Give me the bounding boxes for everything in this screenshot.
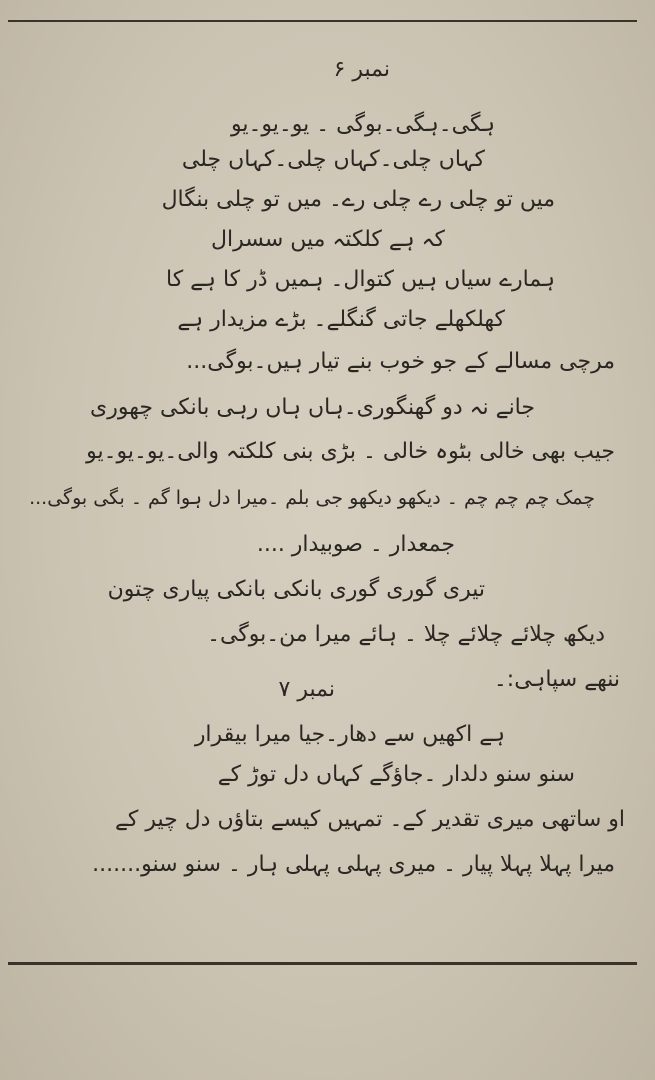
song1-line-5: ہمارے سیاں ہیں کتوال۔ ہمیں ڈر کا ہے کا — [166, 267, 555, 292]
song1-line-12: تیری گوری گوری بانکی بانکی پیاری چتون — [107, 577, 485, 602]
top-rule — [8, 20, 637, 22]
song1-heading: نمبر ۶ — [333, 57, 390, 82]
song2-line-4: میرا پہلا پہلا پیار ۔ میری پہلی پہلی ہار ۔ سنو سنو....... — [92, 852, 615, 877]
song2-line-1: ہے اکھیں سے دھار۔جیا میرا بیقرار — [194, 722, 505, 747]
song1-line-6: کھلکھلے جاتی گنگلے۔ بڑے مزیدار ہے — [177, 307, 505, 332]
song1-line-1: ہگی۔ہگی۔بوگی ۔ یو۔یو۔یو — [231, 112, 495, 137]
song1-line-7: مرچی مسالے کے جو خوب بنے تیار ہیں۔بوگی... — [186, 349, 615, 374]
song1-line-8: جانے نہ دو گھنگوری۔ہاں ہاں رہی بانکی چھوری — [90, 395, 535, 420]
song1-line-10: چمک چم چم چم ۔ دیکھو دیکھو جی بلم ۔میرا دل ہوا گم ۔ بگی بوگی... — [29, 487, 595, 509]
song1-line-3: میں تو چلی رے چلی رے۔ میں تو چلی بنگال — [161, 187, 555, 212]
song2-heading: نمبر ۷ — [278, 677, 335, 702]
song1-line-11: جمعدار ۔ صوبیدار .... — [256, 532, 455, 557]
bottom-rule — [8, 962, 637, 965]
song2-line-3: او ساتھی میری تقدیر کے۔ تمہیں کیسے بتاؤں دل چیر کے — [114, 807, 625, 832]
song2-line-2: سنو سنو دلدار ۔جاؤگے کہاں دل توڑ کے — [217, 762, 575, 787]
song2-label: ننھے سپاہی:۔ — [493, 667, 620, 692]
song1-line-9: جیب بھی خالی بٹوہ خالی ۔ بڑی بنی کلکتہ والی۔یو۔یو۔یو — [86, 439, 615, 464]
song1-line-4: کہ ہے کلکتہ میں سسرال — [210, 227, 445, 252]
song1-line-13: دیکھ چلائے چلائے چلا ۔ ہائے میرا من۔بوگی۔ — [207, 622, 605, 647]
song1-line-2: کہاں چلی۔کہاں چلی۔کہاں چلی — [181, 147, 485, 172]
